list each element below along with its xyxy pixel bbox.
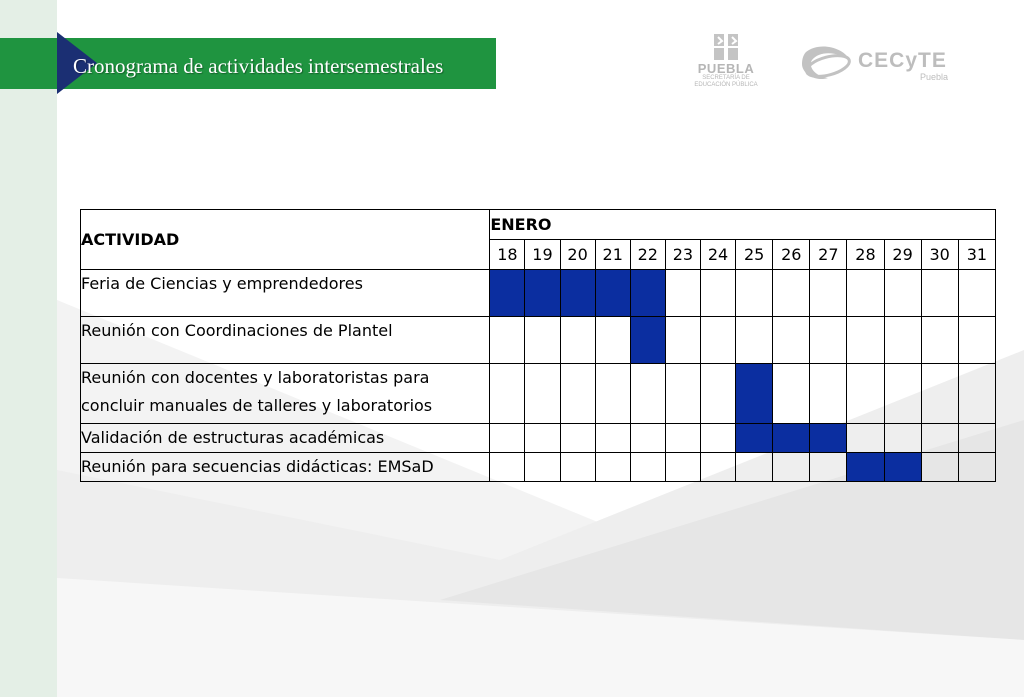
day-cell [560,453,595,482]
day-header: 30 [921,240,958,270]
day-cell [560,364,595,424]
day-cell [700,364,735,424]
table-row [81,317,996,364]
day-cell [700,270,735,317]
day-cell [958,424,995,453]
day-cell [665,270,700,317]
cecyte-logo [798,42,958,88]
puebla-logo-subtitle-2: EDUCACIÓN PÚBLICA [694,82,758,88]
day-cell [921,364,958,424]
day-cell [847,317,884,364]
day-cell [736,453,773,482]
day-header: 21 [595,240,630,270]
day-cell [884,317,921,364]
scheduled-day-cell [773,424,810,453]
activity-name: Feria de Ciencias y emprendedores [81,270,490,317]
day-cell [560,424,595,453]
day-header: 20 [560,240,595,270]
scheduled-day-cell [560,270,595,317]
scheduled-day-cell [595,270,630,317]
day-header: 27 [810,240,847,270]
day-header: 22 [630,240,665,270]
puebla-logo [686,32,766,96]
table-row [81,364,996,424]
activity-name: Validación de estructuras académicas [81,424,490,453]
cecyte-logo-subtitle: Puebla [920,72,949,82]
day-cell [958,317,995,364]
month-header: ENERO [490,210,996,240]
day-cell [958,270,995,317]
scheduled-day-cell [736,364,773,424]
table-row [81,453,996,482]
scheduled-day-cell [884,453,921,482]
day-cell [773,270,810,317]
cecyte-logo-name: CECyTE [858,49,947,72]
scheduled-day-cell [736,424,773,453]
day-cell [595,364,630,424]
day-cell [490,453,525,482]
day-cell [560,317,595,364]
day-header: 24 [700,240,735,270]
day-cell [595,424,630,453]
day-header: 31 [958,240,995,270]
day-cell [525,317,560,364]
day-cell [595,317,630,364]
left-accent-strip [0,0,57,697]
scheduled-day-cell [847,453,884,482]
puebla-logo-name: PUEBLA [697,61,755,76]
page-title: Cronograma de actividades intersemestrales [73,54,444,78]
day-cell [884,270,921,317]
day-cell [884,364,921,424]
day-cell [665,453,700,482]
day-cell [525,453,560,482]
day-cell [958,364,995,424]
day-cell [921,424,958,453]
day-cell [630,453,665,482]
day-cell [736,317,773,364]
day-cell [525,364,560,424]
day-header: 29 [884,240,921,270]
day-cell [921,317,958,364]
activity-name: Reunión para secuencias didácticas: EMSaD [81,453,490,482]
day-cell [490,364,525,424]
scheduled-day-cell [525,270,560,317]
activity-schedule-table [80,209,996,482]
day-cell [700,453,735,482]
puebla-logo-subtitle-1: SECRETARÍA DE [702,75,750,81]
day-cell [700,424,735,453]
day-cell [810,317,847,364]
day-cell [630,364,665,424]
scheduled-day-cell [810,424,847,453]
day-cell [958,453,995,482]
day-cell [665,424,700,453]
activity-name: Reunión con docentes y laboratoristas para concluir manuales de talleres y laboratorios [81,364,490,424]
day-cell [884,424,921,453]
day-cell [736,270,773,317]
activity-name: Reunión con Coordinaciones de Plantel [81,317,490,364]
day-cell [810,364,847,424]
scheduled-day-cell [490,270,525,317]
day-cell [921,453,958,482]
day-header: 28 [847,240,884,270]
day-cell [665,364,700,424]
day-cell [773,364,810,424]
table-row [81,424,996,453]
scheduled-day-cell [630,270,665,317]
day-cell [773,317,810,364]
day-cell [810,270,847,317]
day-cell [490,317,525,364]
day-cell [810,453,847,482]
day-cell [630,424,665,453]
day-header: 26 [773,240,810,270]
day-cell [490,424,525,453]
day-header: 19 [525,240,560,270]
day-cell [847,364,884,424]
day-cell [700,317,735,364]
day-cell [595,453,630,482]
table-row [81,270,996,317]
day-cell [773,453,810,482]
day-cell [847,424,884,453]
day-cell [525,424,560,453]
day-cell [847,270,884,317]
puebla-emblem-icon [710,32,742,62]
day-header: 18 [490,240,525,270]
scheduled-day-cell [630,317,665,364]
day-cell [921,270,958,317]
activity-column-header: ACTIVIDAD [81,210,490,270]
day-header: 23 [665,240,700,270]
day-header: 25 [736,240,773,270]
cecyte-swirl-icon [798,42,858,86]
day-cell [665,317,700,364]
